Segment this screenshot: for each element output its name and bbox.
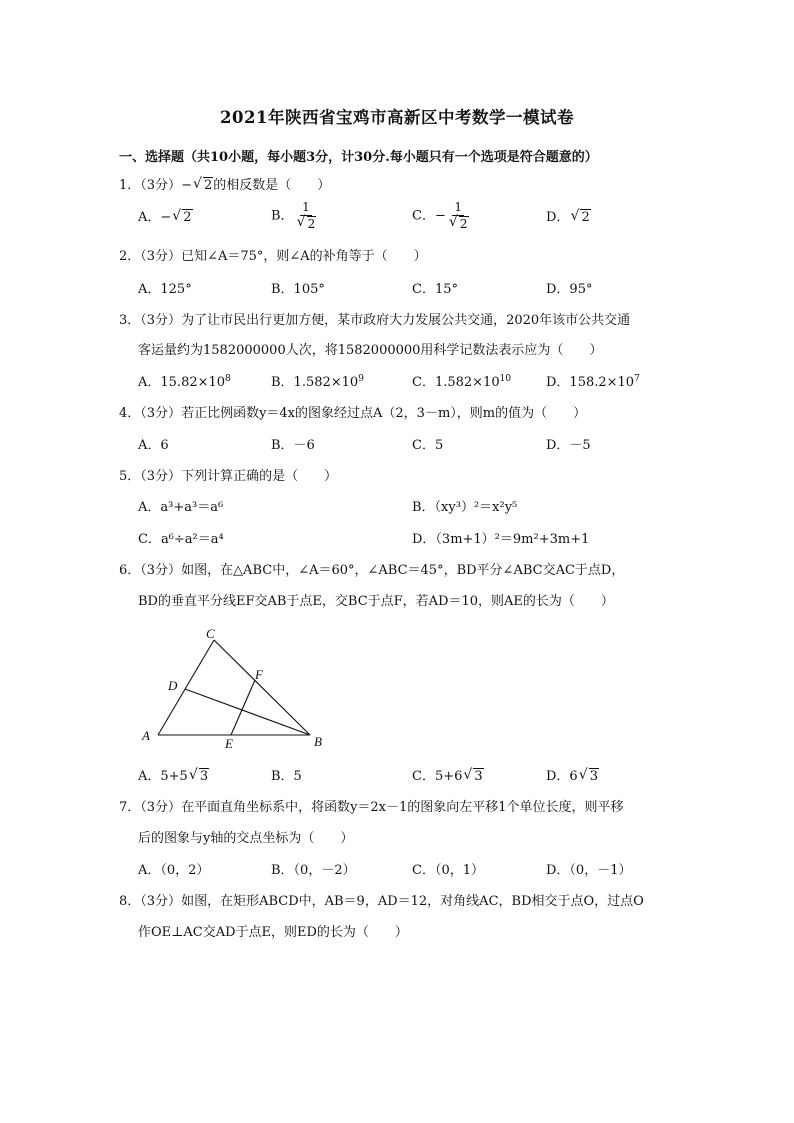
question-4: 4．（3分）若正比例函数y＝4x的图象经过点A（2，3－m），则m的值为（ ） xyxy=(119,406,587,421)
q7-option-d: D．（0，－1） xyxy=(546,863,632,878)
q5-option-d: D．（3m+1）²＝9m²+3m+1 xyxy=(412,532,590,547)
q5-option-a: A．a³+a³＝a⁶ xyxy=(138,500,224,515)
q7-option-a: A．（0，2） xyxy=(138,863,210,878)
exam-title: 2021年陕西省宝鸡市高新区中考数学一模试卷 xyxy=(220,108,574,127)
question-1: 1．（3分）−√ 2的相反数是（ ） xyxy=(119,177,330,195)
label-a: A xyxy=(142,728,150,743)
question-6-line-2: BD的垂直平分线EF交AB于点E，交BC于点F，若AD＝10，则AE的长为（ ） xyxy=(138,594,614,609)
q4-option-a: A．6 xyxy=(138,438,169,453)
q3-option-a: A．$15.82\times 10^8$ xyxy=(138,374,231,390)
question-8: 8．（3分）如图，在矩形ABCD中，AB＝9，AD＝12，对角线AC，BD相交于点O，过点O xyxy=(119,894,644,909)
side-cb xyxy=(214,640,310,735)
q5-option-b: B．（xy³）²＝x²y⁵ xyxy=(412,500,518,515)
q2-option-d: D．95° xyxy=(546,282,593,297)
label-b: B xyxy=(314,734,322,749)
question-8-line-2: 作OE⊥AC交AD于点E，则ED的长为（ ） xyxy=(138,925,408,940)
side-ac xyxy=(158,640,214,735)
label-f: F xyxy=(255,667,263,682)
label-e: E xyxy=(225,736,233,751)
question-6: 6．（3分）如图，在△ABC中，∠A＝60°，∠ABC＝45°，BD平分∠ABC交AC于点D， xyxy=(119,563,625,578)
q4-option-b: B．－6 xyxy=(271,438,315,453)
section-heading: 一、选择题（共10小题，每小题3分，计30分.每小题只有一个选项是符合题意的） xyxy=(119,150,598,165)
question-3-line-2: 客运量约为1582000000人次，将1582000000用科学记数法表示应为（ ） xyxy=(138,343,603,358)
question-5: 5．（3分）下列计算正确的是（ ） xyxy=(119,469,338,484)
question-3: 3．（3分）为了让市民出行更加方便，某市政府大力发展公共交通，2020年该市公共交通 xyxy=(119,313,631,328)
q1-option-c: C．− 1 √ 2 xyxy=(412,200,471,232)
label-d: D xyxy=(168,678,178,693)
q7-option-c: C．（0，1） xyxy=(412,863,484,878)
q3-option-b: B．$1.582\times 10^9$ xyxy=(271,374,364,390)
label-c: C xyxy=(206,626,215,641)
q1-option-a: A．−√ 2 xyxy=(138,209,193,227)
q5-option-c: C．a⁶÷a²＝a⁴ xyxy=(138,532,224,547)
q3-option-c: C．$1.582\times 10^{10}$ xyxy=(412,374,512,390)
q3-option-d: D．$158.2\times 10^7$ xyxy=(546,374,640,390)
question-2: 2．（3分）已知∠A＝75°，则∠A的补角等于（ ） xyxy=(119,249,427,264)
q2-option-c: C．15° xyxy=(412,282,458,297)
q6-option-b: B．5 xyxy=(271,769,302,784)
q2-option-b: B．105° xyxy=(271,282,325,297)
q1-option-d: D．√ 2 xyxy=(546,209,591,227)
q1-option-b: B． 1 √ 2 xyxy=(271,200,318,232)
q6-option-d: D．6√ 3 xyxy=(546,768,599,786)
q4-option-c: C．5 xyxy=(412,438,444,453)
q6-option-c: C．5+6√ 3 xyxy=(412,768,484,786)
q2-option-a: A．125° xyxy=(138,282,192,297)
q6-option-a: A．5+5√ 3 xyxy=(138,768,209,786)
q4-option-d: D．－5 xyxy=(546,438,591,453)
question-7-line-2: 后的图象与y轴的交点坐标为（ ） xyxy=(138,831,354,846)
q6-triangle-figure xyxy=(138,622,338,752)
question-7: 7．（3分）在平面直角坐标系中，将函数y＝2x－1的图象向左平移1个单位长度，则平移 xyxy=(119,800,624,815)
q7-option-b: B．（0，－2） xyxy=(271,863,356,878)
